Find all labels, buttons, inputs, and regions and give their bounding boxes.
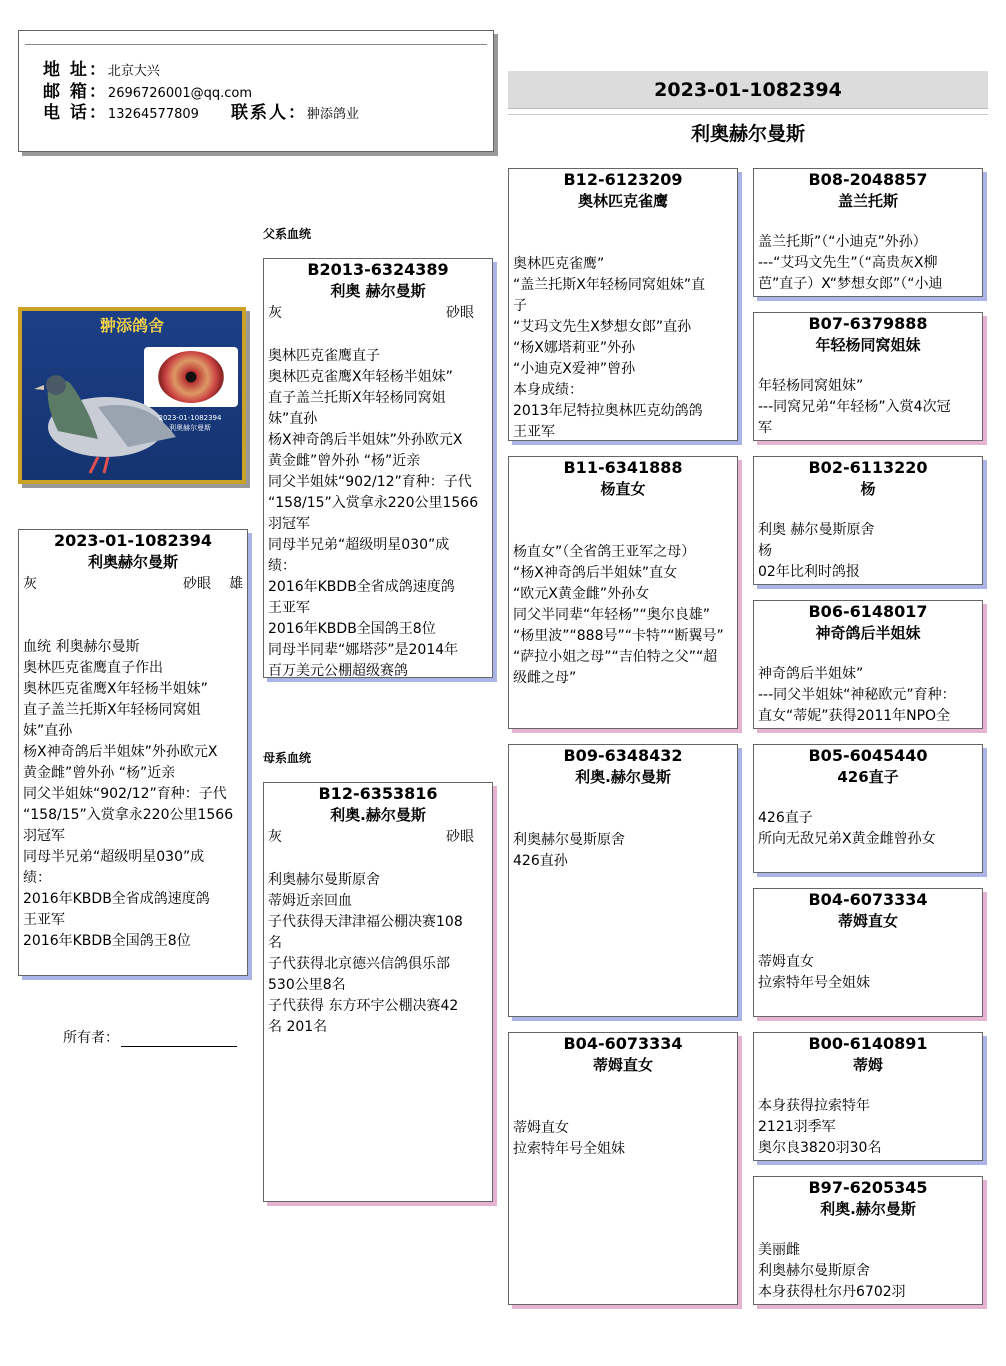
subject-card — [18, 529, 248, 976]
granddam-maternal-name: 蒂姆直女 — [592, 1056, 653, 1074]
sire-section-label: 父系血统 — [263, 227, 312, 241]
email-label: 邮 箱： — [43, 82, 108, 102]
ancestor-name-5: 426直子 — [837, 768, 899, 786]
ancestor-ring-7: B00-6140891 — [808, 1034, 928, 1053]
grandsire-maternal-ring: B09-6348432 — [563, 746, 683, 765]
description-line: 2016年KBDB全国鸽王8位 — [23, 933, 191, 949]
ancestor-card-5 — [753, 744, 983, 873]
dam-traits — [264, 826, 492, 848]
owner-label: 所有者： — [63, 1030, 119, 1046]
ancestor-card-6 — [753, 888, 983, 1017]
description-line: 利奥赫尔曼斯原舍 — [513, 832, 625, 848]
description-line: 奥林匹克雀鹰X年轻杨半姐妹” — [268, 369, 453, 385]
granddam-paternal-description — [509, 542, 737, 689]
description-line: 级雌之母” — [513, 670, 577, 686]
phone-line — [43, 98, 199, 123]
description-line: ---“艾玛文先生”（“高贵灰X柳 — [758, 255, 938, 271]
subject-name: 利奥赫尔曼斯 — [87, 553, 178, 571]
phone-value: 13264577809 — [107, 107, 199, 122]
photo-caption — [138, 413, 242, 433]
ancestor-ring-1: B08-2048857 — [808, 170, 928, 189]
description-line: 名 201名 — [268, 1019, 328, 1035]
description-line: ---同窝兄弟“年轻杨”入赏4次冠 — [758, 399, 951, 415]
description-line: 王亚军 — [513, 424, 555, 440]
dam-section-label: 母系血统 — [263, 751, 312, 765]
description-line: 同母半兄弟“超级明星030”成 — [268, 537, 450, 553]
granddam-paternal-ring: B11-6341888 — [563, 458, 683, 477]
description-line: 2016年KBDB全省成鸽速度鸽 — [23, 891, 210, 907]
ancestor-card-7 — [753, 1032, 983, 1161]
sire-color: 灰 — [268, 305, 282, 321]
subject-description — [19, 637, 247, 952]
address-value: 北京大兴 — [107, 64, 160, 79]
ancestor-description-4 — [754, 664, 982, 727]
description-line: 直子盖兰托斯X年轻杨同窝姐 — [23, 702, 201, 718]
grandsire-paternal-card — [508, 168, 738, 441]
description-line: “艾玛文先生X梦想女郎”直孙 — [513, 319, 692, 335]
description-line: 奥林匹克雀鹰直子作出 — [23, 660, 163, 676]
header-ring: 2023-01-1082394 — [654, 79, 842, 101]
ancestor-ring-4: B06-6148017 — [808, 602, 928, 621]
description-line: 杨X神奇鸽后半姐妹”外孙欧元X — [23, 744, 218, 760]
description-line: 利奥赫尔曼斯原舍 — [758, 1263, 870, 1279]
description-line: “欧元X黄金雌”外孙女 — [513, 586, 650, 602]
ancestor-description-3 — [754, 520, 982, 583]
description-line: 奥尔良3820羽30名 — [758, 1140, 882, 1156]
subject-sex: 雄 — [229, 576, 243, 592]
description-line: 蒂姆近亲回血 — [268, 893, 352, 909]
sire-name: 利奥 赫尔曼斯 — [330, 282, 426, 300]
photo-caption-sub: 利奥赫尔曼斯 — [169, 424, 211, 432]
description-line: 426直子 — [758, 810, 813, 826]
ancestor-card-3 — [753, 456, 983, 585]
header-ring-bar — [508, 71, 988, 109]
contact-card — [18, 30, 494, 152]
ancestor-ring-3: B02-6113220 — [808, 458, 928, 477]
ancestor-name-6: 蒂姆直女 — [837, 912, 898, 930]
description-line: 本身成绩： — [513, 382, 583, 398]
ancestor-description-8 — [754, 1240, 982, 1303]
description-line: 神奇鸽后半姐妹” — [758, 666, 864, 682]
description-line: 子代获得天津津福公棚决赛108 — [268, 914, 463, 930]
granddam-paternal-card — [508, 456, 738, 729]
dam-card — [263, 782, 493, 1202]
description-line: 同母半同辈“娜塔莎”是2014年 — [268, 642, 459, 658]
description-line: 羽冠军 — [23, 828, 65, 844]
description-line: “盖兰托斯X年轻杨同窝姐妹”直 — [513, 277, 706, 293]
description-line: 年轻杨同窝姐妹” — [758, 378, 864, 394]
description-line: 盖兰托斯”（“小迪克”外孙） — [758, 234, 927, 250]
sire-eye: 砂眼 — [446, 305, 474, 321]
ancestor-card-8 — [753, 1176, 983, 1305]
sire-description — [264, 346, 492, 678]
contact-person-value: 翀添鸽业 — [307, 107, 360, 122]
description-line: 利奥赫尔曼斯原舍 — [268, 872, 380, 888]
ancestor-name-2: 年轻杨同窝姐妹 — [815, 336, 921, 354]
description-line: 军 — [758, 420, 772, 436]
photo-banner — [42, 315, 222, 337]
ancestor-ring-5: B05-6045440 — [808, 746, 928, 765]
description-line: “158/15”入赏拿永220公里1566 — [268, 495, 479, 511]
description-line: 同母半兄弟“超级明星030”成 — [23, 849, 205, 865]
description-line: 2013年尼特拉奥林匹克幼鸽鸽 — [513, 403, 703, 419]
description-line: 2121羽季军 — [758, 1119, 836, 1135]
ancestor-name-3: 杨 — [860, 480, 876, 498]
email-value: 2696726001@qq.com — [107, 86, 253, 101]
description-line: “小迪克X爱神”曾孙 — [513, 361, 636, 377]
sire-traits — [264, 302, 492, 324]
subject-color: 灰 — [23, 576, 37, 592]
dam-ring: B12-6353816 — [318, 784, 438, 803]
description-line: 蒂姆直女 — [513, 1120, 569, 1136]
header-name: 利奥赫尔曼斯 — [690, 123, 805, 145]
description-line: 同父半姐妹“902/12”育种：子代 — [268, 474, 472, 490]
grandsire-paternal-name: 奥林匹克雀鹰 — [577, 192, 668, 210]
description-line: 羽冠军 — [268, 516, 310, 532]
description-line: “杨里波”“888号”“卡特”“断翼号” — [513, 628, 724, 644]
subject-eye: 砂眼 — [183, 576, 211, 592]
description-line: 妹”直孙 — [268, 411, 318, 427]
pigeon-photo — [18, 307, 246, 484]
ancestor-description-2 — [754, 376, 982, 439]
contact-person-line — [231, 98, 359, 123]
description-line: 拉索特年号全姐妹 — [513, 1141, 625, 1157]
description-line: 奥林匹克雀鹰” — [513, 256, 605, 272]
description-line: 绩： — [268, 558, 296, 574]
description-line: “萨拉小姐之母”“吉伯特之父”“超 — [513, 649, 718, 665]
description-line: 530公里8名 — [268, 977, 346, 993]
description-line: 拉索特年号全姐妹 — [758, 975, 870, 991]
description-line: 426直孙 — [513, 853, 568, 869]
subject-traits — [19, 573, 247, 595]
grandsire-paternal-ring: B12-6123209 — [563, 170, 683, 189]
description-line: 子代获得 东方环宇公棚决赛42 — [268, 998, 459, 1014]
description-line: 名 — [268, 935, 282, 951]
description-line: 2016年KBDB全国鸽王8位 — [268, 621, 436, 637]
photo-caption-ring: 2023-01-1082394 — [158, 414, 222, 422]
description-line: 王亚军 — [268, 600, 310, 616]
granddam-maternal-card — [508, 1032, 738, 1305]
description-line: 百万美元公棚超级赛鸽 — [268, 663, 408, 678]
description-line: “杨X娜塔莉亚”外孙 — [513, 340, 636, 356]
description-line: 杨X神奇鸽后半姐妹”外孙欧元X — [268, 432, 463, 448]
description-line: “杨X神奇鸽后半姐妹”直女 — [513, 565, 678, 581]
granddam-maternal-ring: B04-6073334 — [563, 1034, 683, 1053]
ancestor-card-1 — [753, 168, 983, 297]
header-divider — [508, 114, 988, 115]
description-line: 奥林匹克雀鹰X年轻杨半姐妹” — [23, 681, 208, 697]
description-line: 同父半姐妹“902/12”育种：子代 — [23, 786, 227, 802]
description-line: 美丽雌 — [758, 1242, 800, 1258]
contact-divider — [25, 44, 487, 45]
grandsire-maternal-name: 利奥.赫尔曼斯 — [575, 768, 671, 786]
granddam-paternal-name: 杨直女 — [600, 480, 646, 498]
ancestor-description-6 — [754, 952, 982, 994]
granddam-maternal-description — [509, 1118, 737, 1160]
dam-name: 利奥.赫尔曼斯 — [330, 806, 426, 824]
description-line: 血统 利奥赫尔曼斯 — [23, 639, 140, 655]
sire-card — [263, 258, 493, 678]
description-line: 妹”直孙 — [23, 723, 73, 739]
ancestor-description-1 — [754, 232, 982, 295]
sire-ring: B2013-6324389 — [307, 260, 449, 279]
description-line: 蒂姆直女 — [758, 954, 814, 970]
description-line: “158/15”入赏拿永220公里1566 — [23, 807, 234, 823]
ancestor-name-4: 神奇鸽后半姐妹 — [815, 624, 921, 642]
description-line: 绩： — [23, 870, 51, 886]
owner-line — [63, 1028, 237, 1048]
description-line: 杨 — [758, 543, 772, 559]
phone-label: 电 话： — [43, 103, 108, 123]
ancestor-card-4 — [753, 600, 983, 729]
ancestor-ring-6: B04-6073334 — [808, 890, 928, 909]
contact-person-label: 联系人： — [231, 103, 307, 123]
description-line: 02年比利时鸽报 — [758, 564, 860, 580]
description-line: 黄金雌”曾外孙 “杨”近亲 — [23, 765, 176, 781]
description-line: 利奥 赫尔曼斯原舍 — [758, 522, 875, 538]
grandsire-maternal-card — [508, 744, 738, 1017]
dam-description — [264, 870, 492, 1038]
grandsire-maternal-description — [509, 830, 737, 872]
description-line: 奥林匹克雀鹰直子 — [268, 348, 380, 364]
description-line: ---同父半姐妹“神秘欧元”育种： — [758, 687, 956, 703]
description-line: 直子盖兰托斯X年轻杨同窝姐 — [268, 390, 446, 406]
address-label: 地 址： — [43, 60, 108, 80]
dam-color: 灰 — [268, 829, 282, 845]
ancestor-name-7: 蒂姆 — [852, 1056, 883, 1074]
description-line: 直女“蒂妮”获得2011年NPO全 — [758, 708, 951, 724]
ancestor-name-8: 利奥.赫尔曼斯 — [820, 1200, 916, 1218]
description-line: 2016年KBDB全省成鸽速度鸽 — [268, 579, 455, 595]
description-line: 黄金雌”曾外孙 “杨”近亲 — [268, 453, 421, 469]
description-line: 本身获得拉索特年 — [758, 1098, 870, 1114]
pigeon-icon — [28, 347, 178, 477]
description-line: 同父半同辈“年轻杨”“奥尔良雄” — [513, 607, 711, 623]
description-line: 子代获得北京德兴信鸽俱乐部 — [268, 956, 450, 972]
ancestor-card-2 — [753, 312, 983, 441]
description-line: 杨直女”（全省鸽王亚军之母） — [513, 544, 696, 560]
ancestor-name-1: 盖兰托斯 — [837, 192, 898, 210]
description-line: 本身获得杜尔丹6702羽 — [758, 1284, 906, 1300]
description-line: 子 — [513, 298, 527, 314]
description-line: 芭”直子）X“梦想女郎”（“小迪 — [758, 276, 943, 292]
ancestor-description-7 — [754, 1096, 982, 1159]
dam-eye: 砂眼 — [446, 829, 474, 845]
description-line: 王亚军 — [23, 912, 65, 928]
photo-banner-text: 翀添鸽舍 — [99, 316, 164, 335]
description-line: 所向无敌兄弟X黄金雌曾孙女 — [758, 831, 936, 847]
ancestor-ring-8: B97-6205345 — [808, 1178, 928, 1197]
ancestor-ring-2: B07-6379888 — [808, 314, 928, 333]
grandsire-paternal-description — [509, 254, 737, 441]
ancestor-description-5 — [754, 808, 982, 850]
subject-ring: 2023-01-1082394 — [53, 531, 212, 550]
owner-signature-line — [121, 1028, 237, 1047]
